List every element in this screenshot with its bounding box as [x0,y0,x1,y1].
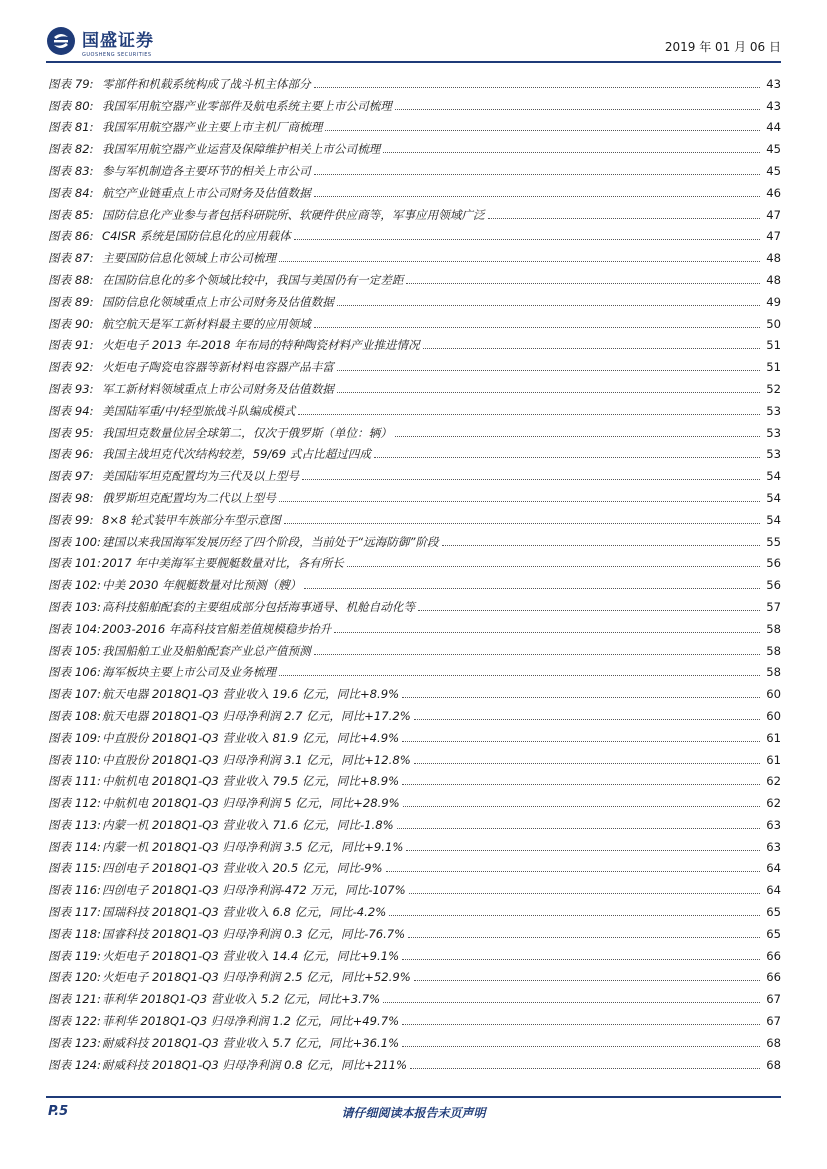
toc-entry[interactable] [48,92,781,114]
toc-entry[interactable] [48,375,781,397]
toc-dot-leader [397,827,760,829]
toc-entry[interactable] [48,462,781,484]
toc-dot-leader [314,173,760,175]
toc-dot-leader [302,478,760,480]
toc-figure-title: 国瑞科技 2018Q1-Q3 营业收入 6.8 亿元，同比-4.2% [102,905,387,920]
toc-figure-title: 中美 2030 年舰艇数量对比预测（艘） [102,578,302,593]
toc-figure-label: 图表 102: [48,578,101,593]
toc-entry[interactable] [48,332,781,354]
toc-dot-leader [395,435,760,437]
toc-dot-leader [325,129,760,131]
toc-dot-leader [304,587,760,589]
toc-figure-title: 火炬电子陶瓷电容器等新材料电容器产品丰富 [102,360,334,375]
toc-dot-leader [337,304,760,306]
toc-page-number: 58 [766,621,781,636]
toc-figure-label: 图表 104: [48,621,101,636]
toc-page-number: 68 [766,1057,781,1072]
logo-subtitle: GUOSHENG SECURITIES [82,52,152,58]
toc-entry[interactable] [48,833,781,855]
toc-figure-label: 图表 108: [48,708,101,723]
toc-dot-leader [279,674,760,676]
toc-page-number: 54 [766,490,781,505]
toc-figure-title: 航空航天是军工新材料最主要的应用领域 [102,316,311,331]
toc-entry[interactable] [48,724,781,746]
toc-figure-title: 零部件和机载系统构成了战斗机主体部分 [102,76,311,91]
toc-dot-leader [284,522,760,524]
toc-figure-label: 图表 113: [48,817,101,832]
toc-figure-title: 美国陆军坦克配置均为三代及以上型号 [102,469,300,484]
toc-dot-leader [402,1045,760,1047]
toc-figure-title: 菲利华 2018Q1-Q3 归母净利润 1.2 亿元，同比+49.7% [102,1014,400,1029]
toc-page-number: 54 [766,512,781,527]
toc-entry[interactable] [48,223,781,245]
toc-entry[interactable] [48,789,781,811]
toc-dot-leader [414,762,760,764]
toc-page-number: 51 [766,360,781,375]
toc-page-number: 53 [766,403,781,418]
toc-figure-title: 中直股份 2018Q1-Q3 营业收入 81.9 亿元，同比+4.9% [102,730,400,745]
toc-entry[interactable] [48,964,781,986]
toc-dot-leader [409,892,760,894]
toc-figure-label: 图表 94: [48,403,94,418]
toc-dot-leader [314,326,760,328]
toc-figure-label: 图表 86: [48,229,94,244]
toc-figure-title: 火炬电子 2013 年-2018 年布局的特种陶瓷材料产业推进情况 [102,338,420,353]
toc-figure-label: 图表 82: [48,142,94,157]
page-header [0,0,827,64]
toc-dot-leader [402,696,760,698]
toc-entry[interactable] [48,244,781,266]
toc-figure-title: 四创电子 2018Q1-Q3 归母净利润-472 万元，同比-107% [102,883,406,898]
toc-page-number: 53 [766,447,781,462]
toc-entry[interactable] [48,353,781,375]
toc-dot-leader [294,238,760,240]
toc-figure-label: 图表 101: [48,556,101,571]
toc-page-number: 43 [766,98,781,113]
toc-entry[interactable] [48,942,781,964]
toc-dot-leader [395,108,760,110]
toc-page-number: 68 [766,1035,781,1050]
toc-page-number: 44 [766,120,781,135]
toc-page-number: 65 [766,926,781,941]
toc-entry[interactable] [48,1029,781,1051]
toc-figure-title: 参与军机制造各主要环节的相关上市公司 [102,163,311,178]
toc-figure-label: 图表 114: [48,839,101,854]
toc-figure-label: 图表 81: [48,120,94,135]
toc-page-number: 50 [766,316,781,331]
toc-dot-leader [406,282,760,284]
toc-dot-leader [402,740,760,742]
toc-entry[interactable] [48,506,781,528]
toc-entry[interactable] [48,135,781,157]
toc-page-number: 53 [766,425,781,440]
toc-figure-label: 图表 88: [48,272,94,287]
toc-figure-title: 高科技船舶配套的主要组成部分包括海事通导、机舱自动化等 [102,599,416,614]
toc-dot-leader [314,653,760,655]
toc-figure-title: 2003-2016 年高科技官船差值规模稳步抬升 [102,621,332,636]
toc-dot-leader [314,195,760,197]
toc-figure-title: 国防信息化产业参与者包括科研院所、软硬件供应商等，军事应用领域广泛 [102,207,485,222]
toc-entry[interactable] [48,898,781,920]
toc-page-number: 60 [766,708,781,723]
toc-figure-title: 军工新材料领域重点上市公司财务及估值数据 [102,381,334,396]
header-divider [46,61,781,63]
toc-entry[interactable] [48,811,781,833]
toc-page-number: 66 [766,948,781,963]
toc-dot-leader [403,805,760,807]
toc-dot-leader [418,609,760,611]
toc-dot-leader [402,958,760,960]
toc-dot-leader [414,718,760,720]
toc-entry[interactable] [48,768,781,790]
toc-figure-title: 我国军用航空器产业零部件及航电系统主要上市公司梳理 [102,98,392,113]
toc-dot-leader [279,260,760,262]
toc-entry[interactable] [48,441,781,463]
toc-figure-title: 海军板块主要上市公司及业务梳理 [102,665,276,680]
toc-figure-title: 我国船舶工业及船舶配套产业总产值预测 [102,643,311,658]
toc-entry[interactable] [48,855,781,877]
toc-figure-label: 图表 84: [48,185,94,200]
toc-page-number: 45 [766,142,781,157]
toc-figure-label: 图表 115: [48,861,101,876]
toc-entry[interactable] [48,1007,781,1029]
toc-figure-label: 图表 99: [48,512,94,527]
toc-entry[interactable] [48,702,781,724]
toc-page-number: 47 [766,207,781,222]
toc-entry[interactable] [48,571,781,593]
toc-figure-title: 火炬电子 2018Q1-Q3 归母净利润 2.5 亿元，同比+52.9% [102,970,411,985]
footer-divider [46,1096,781,1098]
toc-figure-label: 图表 95: [48,425,94,440]
toc-entry[interactable] [48,1051,781,1073]
toc-figure-label: 图表 85: [48,207,94,222]
toc-entry[interactable] [48,419,781,441]
toc-dot-leader [347,565,760,567]
toc-figure-title: 在国防信息化的多个领域比较中，我国与美国仍有一定差距 [102,272,404,287]
toc-page-number: 67 [766,1014,781,1029]
toc-page-number: 58 [766,665,781,680]
toc-entry[interactable] [48,637,781,659]
toc-dot-leader [337,369,760,371]
toc-entry[interactable] [48,179,781,201]
toc-figure-title: 国防信息化领域重点上市公司财务及估值数据 [102,294,334,309]
toc-dot-leader [410,1067,760,1069]
toc-figure-label: 图表 122: [48,1014,101,1029]
toc-page-number: 63 [766,839,781,854]
toc-figure-label: 图表 109: [48,730,101,745]
toc-figure-title: 我国军用航空器产业主要上市主机厂商梳理 [102,120,323,135]
toc-figure-label: 图表 110: [48,752,101,767]
toc-page-number: 61 [766,752,781,767]
toc-entry[interactable] [48,201,781,223]
toc-page-number: 43 [766,76,781,91]
toc-dot-leader [298,413,760,415]
toc-figure-title: C4ISR 系统是国防信息化的应用载体 [102,229,291,244]
toc-entry[interactable] [48,550,781,572]
toc-page-number: 49 [766,294,781,309]
toc-page-number: 67 [766,992,781,1007]
toc-dot-leader [383,151,760,153]
toc-entry[interactable] [48,157,781,179]
toc-page-number: 56 [766,578,781,593]
toc-page-number: 57 [766,599,781,614]
toc-figure-label: 图表 116: [48,883,101,898]
toc-page-number: 62 [766,774,781,789]
guosheng-logo-icon [46,26,76,56]
toc-page-number: 63 [766,817,781,832]
toc-figure-label: 图表 120: [48,970,101,985]
toc-entry[interactable] [48,114,781,136]
toc-figure-label: 图表 112: [48,796,101,811]
toc-figure-title: 航空产业链重点上市公司财务及估值数据 [102,185,311,200]
toc-figure-label: 图表 96: [48,447,94,462]
toc-figure-title: 中航机电 2018Q1-Q3 营业收入 79.5 亿元，同比+8.9% [102,774,400,789]
toc-figure-title: 中直股份 2018Q1-Q3 归母净利润 3.1 亿元，同比+12.8% [102,752,411,767]
toc-entry[interactable] [48,266,781,288]
toc-figure-label: 图表 92: [48,360,94,375]
toc-figure-title: 2017 年中美海军主要舰艇数量对比，各有所长 [102,556,344,571]
toc-figure-label: 图表 119: [48,948,101,963]
toc-figure-title: 航天电器 2018Q1-Q3 归母净利润 2.7 亿元，同比+17.2% [102,708,411,723]
toc-figure-title: 耐威科技 2018Q1-Q3 归母净利润 0.8 亿元，同比+211% [102,1057,408,1072]
toc-figure-label: 图表 87: [48,251,94,266]
toc-figure-title: 耐威科技 2018Q1-Q3 营业收入 5.7 亿元，同比+36.1% [102,1035,400,1050]
toc-page-number: 66 [766,970,781,985]
toc-entry[interactable] [48,876,781,898]
toc-entry[interactable] [48,985,781,1007]
toc-figure-title: 我国主战坦克代次结构较差，59/69 式占比超过四成 [102,447,371,462]
toc-dot-leader [402,783,760,785]
toc-entry[interactable] [48,680,781,702]
toc-figure-label: 图表 106: [48,665,101,680]
toc-figure-label: 图表 98: [48,490,94,505]
figure-index-list [48,70,781,1073]
toc-dot-leader [389,914,760,916]
toc-figure-title: 俄罗斯坦克配置均为二代以上型号 [102,490,276,505]
toc-dot-leader [488,217,760,219]
toc-figure-label: 图表 79: [48,76,94,91]
toc-dot-leader [414,979,760,981]
toc-entry[interactable] [48,70,781,92]
toc-figure-title: 主要国防信息化领域上市公司梳理 [102,251,276,266]
toc-page-number: 58 [766,643,781,658]
toc-figure-title: 火炬电子 2018Q1-Q3 营业收入 14.4 亿元，同比+9.1% [102,948,400,963]
toc-dot-leader [337,391,760,393]
toc-dot-leader [314,86,760,88]
toc-entry[interactable] [48,288,781,310]
toc-entry[interactable] [48,593,781,615]
toc-figure-label: 图表 80: [48,98,94,113]
toc-figure-title: 内蒙一机 2018Q1-Q3 归母净利润 3.5 亿元，同比+9.1% [102,839,404,854]
toc-page-number: 51 [766,338,781,353]
toc-page-number: 48 [766,272,781,287]
toc-entry[interactable] [48,659,781,681]
toc-dot-leader [423,347,760,349]
toc-page-number: 54 [766,469,781,484]
toc-dot-leader [408,936,760,938]
toc-figure-label: 图表 107: [48,687,101,702]
toc-page-number: 61 [766,730,781,745]
toc-page-number: 55 [766,534,781,549]
toc-page-number: 64 [766,883,781,898]
toc-page-number: 47 [766,229,781,244]
toc-entry[interactable] [48,920,781,942]
toc-dot-leader [374,456,760,458]
page-number: P.5 [48,1104,69,1119]
toc-figure-title: 8×8 轮式装甲车族部分车型示意图 [102,512,281,527]
toc-entry[interactable] [48,310,781,332]
toc-figure-label: 图表 83: [48,163,94,178]
toc-figure-title: 四创电子 2018Q1-Q3 营业收入 20.5 亿元，同比-9% [102,861,383,876]
toc-page-number: 45 [766,163,781,178]
toc-figure-label: 图表 105: [48,643,101,658]
toc-figure-label: 图表 118: [48,926,101,941]
toc-page-number: 46 [766,185,781,200]
toc-page-number: 56 [766,556,781,571]
toc-page-number: 65 [766,905,781,920]
toc-dot-leader [383,1001,760,1003]
toc-figure-title: 中航机电 2018Q1-Q3 归母净利润 5 亿元，同比+28.9% [102,796,400,811]
toc-figure-label: 图表 121: [48,992,101,1007]
toc-figure-label: 图表 103: [48,599,101,614]
toc-dot-leader [406,849,760,851]
toc-entry[interactable] [48,615,781,637]
toc-figure-title: 国睿科技 2018Q1-Q3 归母净利润 0.3 亿元，同比-76.7% [102,926,406,941]
toc-figure-label: 图表 93: [48,381,94,396]
logo-text: 国盛证券 [82,31,154,51]
toc-figure-title: 我国军用航空器产业运营及保障维护相关上市公司梳理 [102,142,381,157]
toc-page-number: 52 [766,381,781,396]
toc-page-number: 60 [766,687,781,702]
toc-figure-title: 内蒙一机 2018Q1-Q3 营业收入 71.6 亿元，同比-1.8% [102,817,394,832]
toc-page-number: 48 [766,251,781,266]
toc-figure-title: 我国坦克数量位居全球第二，仅次于俄罗斯（单位：辆） [102,425,392,440]
report-date: 2019 年 01 月 06 日 [664,40,781,54]
toc-figure-title: 航天电器 2018Q1-Q3 营业收入 19.6 亿元，同比+8.9% [102,687,400,702]
toc-figure-label: 图表 111: [48,774,101,789]
toc-figure-label: 图表 89: [48,294,94,309]
toc-figure-label: 图表 91: [48,338,94,353]
toc-dot-leader [402,1023,760,1025]
toc-figure-label: 图表 123: [48,1035,101,1050]
toc-figure-label: 图表 90: [48,316,94,331]
toc-figure-label: 图表 97: [48,469,94,484]
toc-entry[interactable] [48,528,781,550]
toc-dot-leader [442,544,760,546]
toc-page-number: 62 [766,796,781,811]
toc-entry[interactable] [48,397,781,419]
toc-figure-label: 图表 117: [48,905,101,920]
toc-figure-title: 建国以来我国海军发展历经了四个阶段，当前处于“远海防御”阶段 [102,534,439,549]
toc-page-number: 64 [766,861,781,876]
toc-figure-label: 图表 124: [48,1057,101,1072]
footer-disclaimer: 请仔细阅读本报告末页声明 [341,1106,486,1120]
toc-entry[interactable] [48,484,781,506]
toc-figure-label: 图表 100: [48,534,101,549]
toc-dot-leader [386,870,760,872]
toc-dot-leader [279,500,760,502]
toc-dot-leader [334,631,760,633]
toc-figure-title: 菲利华 2018Q1-Q3 营业收入 5.2 亿元，同比+3.7% [102,992,381,1007]
toc-figure-title: 美国陆军重/中/轻型旅战斗队编成模式 [102,403,296,418]
toc-entry[interactable] [48,746,781,768]
